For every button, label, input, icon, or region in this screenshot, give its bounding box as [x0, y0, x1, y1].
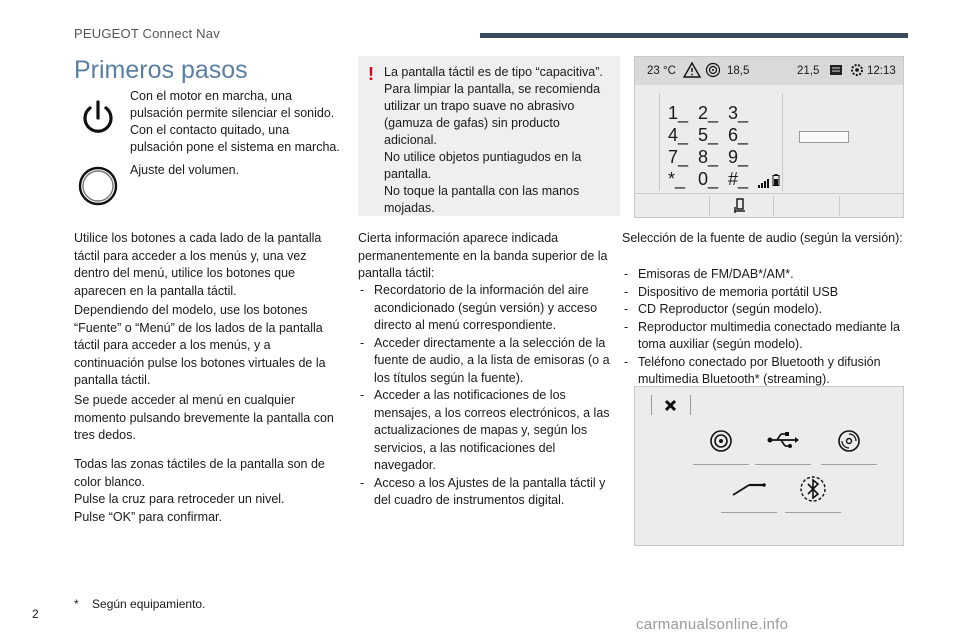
temperature-right: 21,5	[797, 65, 820, 77]
watermark: carmanualsonline.info	[636, 616, 789, 633]
separator	[773, 196, 774, 216]
paragraph-buttons: Utilice los botones a cada lado de la pantalla táctil para acceder a los menús y, una vez dentro del menú, utilice los botones que aparecen en la pantalla táctil.	[74, 231, 322, 298]
radio-icon	[709, 429, 733, 453]
page-number: 2	[32, 607, 39, 621]
phone-icon	[733, 198, 747, 219]
key-star: *_	[668, 169, 686, 189]
key-8: 8_	[698, 147, 719, 167]
volume-knob-icon	[76, 164, 120, 208]
power-description: Con el motor en marcha, una pulsación permite silenciar el sonido. Con el contacto quitado, una pulsación pone el sistema en marcha.	[130, 89, 340, 154]
touchscreen-illustration	[634, 56, 904, 218]
close-button[interactable]	[651, 395, 691, 415]
screen-bottom-bar	[635, 193, 903, 218]
list-item: - Acceder a las notificaciones de los mensajes, a los correos electrónicos, a las actualizaciones de mapas y, según los servicios, a las notificaciones del navegador.	[358, 387, 620, 475]
bluetooth-streaming-icon	[799, 475, 827, 503]
numeric-keypad	[659, 93, 783, 191]
number-display-field	[799, 131, 849, 143]
temperature-left: 18,5	[727, 65, 750, 77]
close-icon	[664, 399, 677, 412]
list-item: - Acceder directamente a la selección de la fuente de audio, a la lista de emisoras (o a los títulos según la fuente).	[358, 335, 620, 388]
source-intro: Selección de la fuente de audio (según la versión):	[622, 231, 903, 245]
aux-jack-icon	[731, 481, 767, 499]
source-aux-button[interactable]	[721, 473, 777, 513]
page-title: Primeros pasos	[74, 56, 248, 84]
audio-source-screen	[634, 386, 904, 546]
header-rule	[480, 33, 908, 38]
warning-mark: !	[368, 64, 374, 84]
usb-icon	[767, 431, 799, 449]
banner-intro: Cierta información aparece indicada permanentemente en la banda superior de la pantalla táctil:	[358, 231, 608, 280]
banner-list	[358, 282, 620, 510]
key-2: 2_	[698, 103, 719, 123]
paragraph-three-fingers: Se puede acceder al menú en cualquier momento pulsando brevemente la pantalla con tres dedos.	[74, 393, 334, 442]
warning-box	[358, 56, 620, 216]
footnote	[74, 597, 205, 611]
paragraph-source-menu: Dependiendo del modelo, use los botones “Fuente” o “Menú” de los lados de la pantalla táctil para acceder a los menús, y a continuación pulse los botones virtuales de la pantalla táctil.	[74, 303, 326, 387]
key-3: 3_	[728, 103, 749, 123]
volume-description: Ajuste del volumen.	[130, 163, 240, 177]
list-item: - Teléfono conectado por Bluetooth y difusión multimedia Bluetooth* (streaming).	[622, 354, 908, 389]
radio-icon	[705, 62, 721, 81]
list-item: - Recordatorio de la información del aire acondicionado (según versión) y acceso directo al menú correspondiente.	[358, 282, 620, 335]
clock: 12:13	[867, 65, 896, 77]
signal-strength-icon	[758, 175, 770, 193]
source-list	[622, 266, 908, 389]
battery-icon	[772, 173, 780, 191]
list-item: - Dispositivo de memoria portátil USB	[622, 284, 908, 302]
outside-temperature: 23 °C	[647, 65, 676, 77]
paragraph-touch-zones: Todas las zonas táctiles de la pantalla son de color blanco. Pulse la cruz para retroceder un nivel. Pulse “OK” para confirmar.	[74, 457, 325, 524]
separator	[839, 196, 840, 216]
source-cd-button[interactable]	[821, 425, 877, 465]
key-5: 5_	[698, 125, 719, 145]
settings-icon	[849, 62, 865, 81]
key-1: 1_	[668, 103, 689, 123]
header-title: PEUGEOT Connect Nav	[74, 26, 220, 41]
key-9: 9_	[728, 147, 749, 167]
list-item: - Reproductor multimedia conectado mediante la toma auxiliar (según modelo).	[622, 319, 908, 354]
key-hash: #_	[728, 169, 749, 189]
footnote-mark: *	[74, 597, 79, 611]
separator	[709, 196, 710, 216]
list-item: - CD Reproductor (según modelo).	[622, 301, 908, 319]
warning-text: La pantalla táctil es de tipo “capacitiva”. Para limpiar la pantalla, se recomienda utilizar un trapo suave no abrasivo (gamuza de gafas) sin producto adicional. No utilice objetos puntiagudos en la pantalla. No toque la pantalla con las manos mojadas.	[384, 65, 603, 215]
list-item: - Acceso a los Ajustes de la pantalla táctil y del cuadro de instrumentos digital.	[358, 475, 620, 510]
warning-triangle-icon	[683, 61, 701, 82]
source-usb-button[interactable]	[755, 425, 811, 465]
notifications-icon	[829, 63, 843, 80]
cd-icon	[837, 429, 861, 453]
source-radio-button[interactable]	[693, 425, 749, 465]
key-6: 6_	[728, 125, 749, 145]
key-7: 7_	[668, 147, 689, 167]
key-0: 0_	[698, 169, 719, 189]
footnote-text: Según equipamiento.	[92, 597, 206, 611]
power-icon	[76, 96, 120, 140]
list-item: - Emisoras de FM/DAB*/AM*.	[622, 266, 908, 284]
source-bluetooth-button[interactable]	[785, 473, 841, 513]
key-4: 4_	[668, 125, 689, 145]
status-bar	[635, 57, 903, 85]
